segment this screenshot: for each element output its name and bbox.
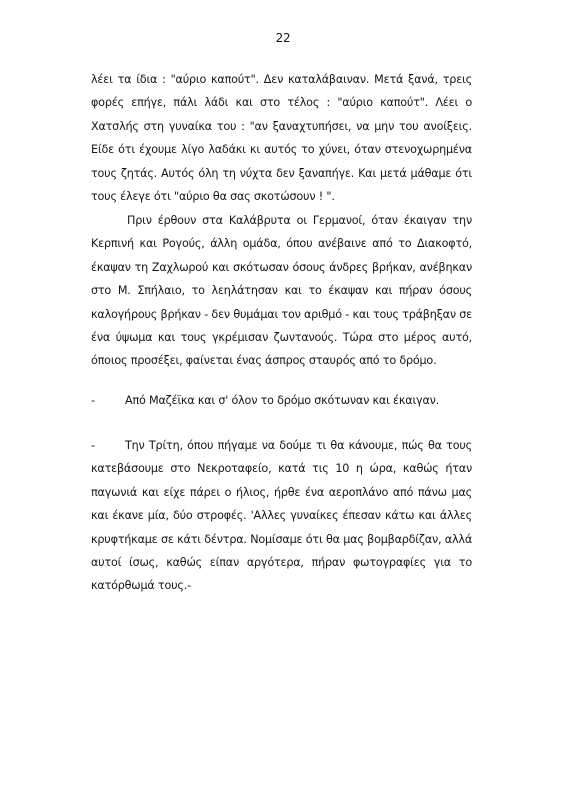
list-item bbox=[91, 389, 472, 412]
list-bullet: - bbox=[91, 394, 95, 407]
list-item-text: Από Μαζέϊκα και σ' όλον το δρόμο σκότωναν και έκαιγαν. bbox=[125, 394, 440, 407]
paragraph: λέει τα ίδια : "αύριο καπούτ". Δεν καταλάβαιναν. Μετά ξανά, τρεις φορές επήγε, πάλι λάδι και στο τέλος : "αύριο καπούτ". Λέει ο Χατσλής στη γυναίκα του : "αν ξαναχτυπήσει, να μην του ανοίξεις. Είδε ότι έχουμε λίγο λαδάκι κι αυτός το χύνει, όταν στενοχωρημένα τους ζητάς. Αυτός όλη τη νύχτα δεν ξαναπήγε. Και μετά μάθαμε ότι τους έλεγε ότι "αύριο θα σας σκοτώσουν ! ". bbox=[91, 73, 472, 204]
list-bullet: - bbox=[91, 439, 95, 452]
list-item bbox=[91, 434, 472, 598]
list-item-text: Την Τρίτη, όπου πήγαμε να δούμε τι θα κάνουμε, πώς θα τους κατεβάσουμε στο Νεκροταφείο, κατά τις 10 η ώρα, καθώς ήταν παγωνιά και είχε πάρει ο ήλιος, ήρθε ένα αεροπλάνο από πάνω μας και έκανε μία, δύο στροφές. 'Αλλες γυναίκες έπεσαν κάτω και άλλες κρυφτήκαμε σε κάτι δέντρα. Νομίσαμε ότι θα μας βομβαρδίζαν, αλλά αυτοί ίσως, καθώς είπαν αργότερα, πήραν φωτογραφίες για το κατόρθωμά τους.- bbox=[91, 439, 472, 593]
page-number: 22 bbox=[275, 31, 291, 45]
paragraph: Πριν έρθουν στα Καλάβρυτα οι Γερμανοί, όταν έκαιγαν την Κερπινή και Ρογούς, άλλη ομάδα, όπου ανέβαινε από το Διακοφτό, έκαψαν τη Ζαχλωρού και σκότωσαν όσους άνδρες βρήκαν, ανέβηκαν στο Μ. Σπήλαιο, το λεηλάτησαν και το έκαψαν και πήραν όσους καλογήρους βρήκαν - δεν θυμάμαι τον αριθμό - και τους τράβηξαν σε ένα ύψωμα και τους γκρέμισαν ζωντανούς. Τώρα στο μέρος αυτό, όποιος προσέξει, φαίνεται ένας άσπρος σταυρός από το δρόμο. bbox=[91, 214, 472, 368]
